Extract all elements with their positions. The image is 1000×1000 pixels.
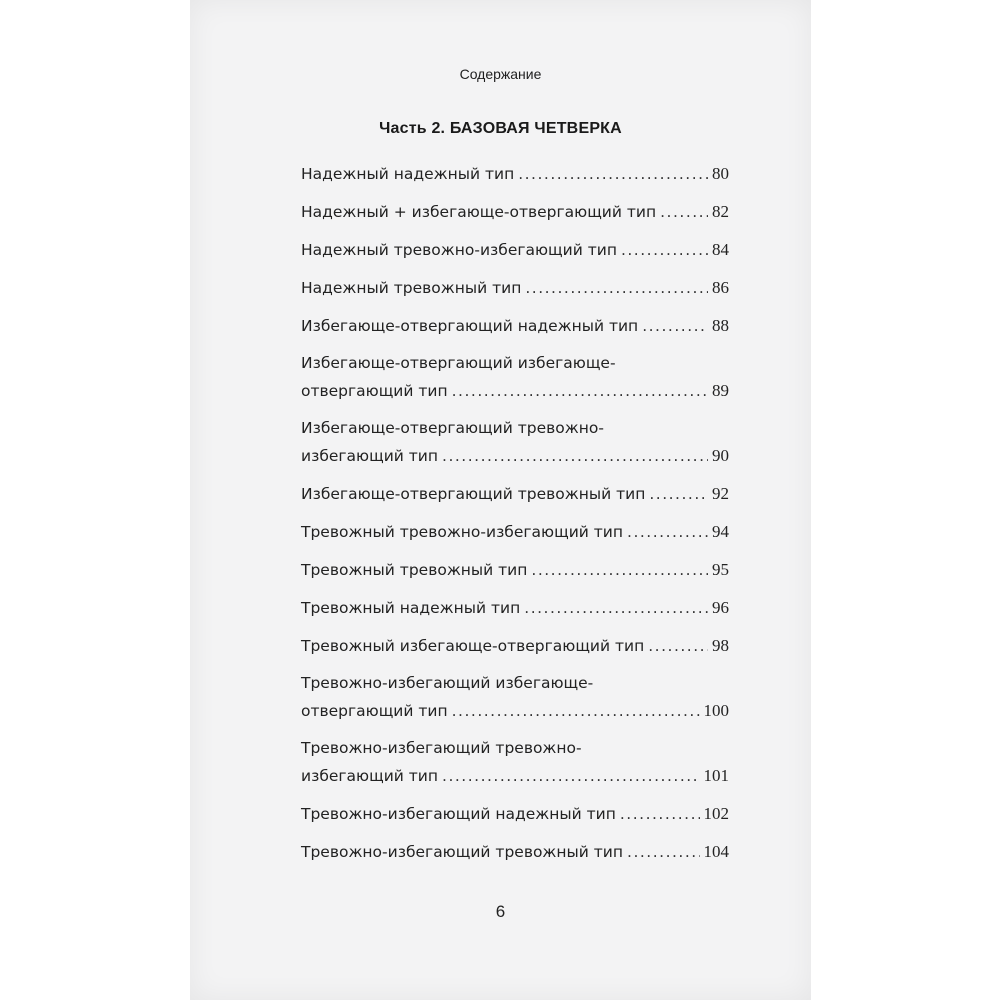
book-page	[190, 0, 811, 1000]
toc-entry-row	[301, 312, 729, 340]
dot-leader	[621, 237, 708, 264]
toc-entry	[301, 838, 729, 866]
toc-entry-title: Тревожный надежный тип	[301, 599, 521, 617]
toc-entry-page-number: 94	[712, 522, 729, 541]
toc-entry	[301, 480, 729, 508]
toc-entry-row	[301, 236, 729, 264]
toc-entry	[301, 518, 729, 546]
running-head: Содержание	[459, 66, 542, 82]
toc-entry-page-number: 102	[703, 804, 729, 823]
toc-entry	[301, 735, 729, 790]
toc-entry-row	[301, 442, 729, 470]
dot-leader	[452, 378, 708, 405]
toc-entry-title-line: Тревожно-избегающий избегающе-	[301, 674, 594, 692]
toc-entry-page-number: 89	[712, 381, 729, 400]
toc-entry-row	[301, 594, 729, 622]
toc-entry-title-line: Избегающе-отвергающий избегающе-	[301, 354, 616, 372]
toc-entry-title: отвергающий тип	[301, 382, 448, 400]
toc-entry	[301, 236, 729, 264]
toc-entry	[301, 556, 729, 584]
dot-leader	[531, 557, 708, 584]
toc-entry-page-number: 95	[712, 560, 729, 579]
toc-entry	[301, 350, 729, 405]
toc-entry-page-number: 90	[712, 446, 729, 465]
toc-entry-row	[301, 198, 729, 226]
page-number: 6	[495, 902, 506, 921]
toc-entry-row	[301, 697, 729, 725]
toc-entry-row	[301, 800, 729, 828]
toc-entry	[301, 670, 729, 725]
toc-entry-row	[301, 160, 729, 188]
toc-entry-title: Надежный тревожно-избегающий тип	[301, 241, 617, 259]
toc-entry-row	[301, 632, 729, 660]
toc-entry-page-number: 88	[712, 316, 729, 335]
dot-leader	[524, 595, 708, 622]
toc-entry-title: Тревожный тревожный тип	[301, 561, 528, 579]
toc-entry-page-number: 98	[712, 636, 729, 655]
toc-entry-row	[301, 762, 729, 790]
toc-entry-page-number: 101	[703, 766, 729, 785]
toc-entry-page-number: 96	[712, 598, 729, 617]
toc-entry	[301, 415, 729, 470]
dot-leader	[642, 313, 708, 340]
toc-entry-page-number: 84	[712, 240, 729, 259]
toc-entry-row	[301, 556, 729, 584]
toc-entry-row	[301, 838, 729, 866]
toc-entry-title: Тревожный избегающе-отвергающий тип	[301, 637, 645, 655]
toc-entry-title: Надежный тревожный тип	[301, 279, 522, 297]
table-of-contents	[301, 160, 729, 876]
toc-entry-title-line: Избегающе-отвергающий тревожно-	[301, 419, 604, 437]
toc-entry-title: Тревожно-избегающий надежный тип	[301, 805, 616, 823]
toc-entry	[301, 274, 729, 302]
toc-entry-row	[301, 274, 729, 302]
dot-leader	[627, 519, 708, 546]
toc-entry-page-number: 80	[712, 164, 729, 183]
dot-leader	[620, 801, 700, 828]
toc-entry-row	[301, 518, 729, 546]
toc-entry-title-line: Тревожно-избегающий тревожно-	[301, 739, 582, 757]
toc-entry	[301, 632, 729, 660]
dot-leader	[442, 763, 699, 790]
toc-entry-page-number: 104	[703, 842, 729, 861]
toc-entry	[301, 594, 729, 622]
dot-leader	[648, 633, 708, 660]
toc-entry-title: избегающий тип	[301, 447, 439, 465]
toc-entry	[301, 160, 729, 188]
toc-entry-title: Избегающе-отвергающий тревожный тип	[301, 485, 646, 503]
dot-leader	[525, 275, 708, 302]
dot-leader	[649, 481, 708, 508]
toc-entry-page-number: 82	[712, 202, 729, 221]
toc-entry-title: Надежный надежный тип	[301, 165, 515, 183]
toc-entry-title: Надежный + избегающе-отвергающий тип	[301, 203, 657, 221]
dot-leader	[442, 443, 708, 470]
dot-leader	[518, 161, 708, 188]
toc-entry-title: отвергающий тип	[301, 702, 448, 720]
toc-entry-title: Тревожно-избегающий тревожный тип	[301, 843, 624, 861]
toc-entry-page-number: 100	[703, 701, 729, 720]
toc-entry-row	[301, 480, 729, 508]
dot-leader	[627, 839, 699, 866]
toc-entry-page-number: 92	[712, 484, 729, 503]
toc-entry	[301, 312, 729, 340]
part-title: Часть 2. БАЗОВАЯ ЧЕТВЕРКА	[379, 120, 622, 137]
dot-leader	[452, 698, 700, 725]
toc-entry-title: Избегающе-отвергающий надежный тип	[301, 317, 639, 335]
toc-entry-page-number: 86	[712, 278, 729, 297]
toc-entry	[301, 198, 729, 226]
toc-entry-row	[301, 377, 729, 405]
toc-entry-title: избегающий тип	[301, 767, 439, 785]
toc-entry-title: Тревожный тревожно-избегающий тип	[301, 523, 624, 541]
dot-leader	[660, 199, 708, 226]
toc-entry	[301, 800, 729, 828]
